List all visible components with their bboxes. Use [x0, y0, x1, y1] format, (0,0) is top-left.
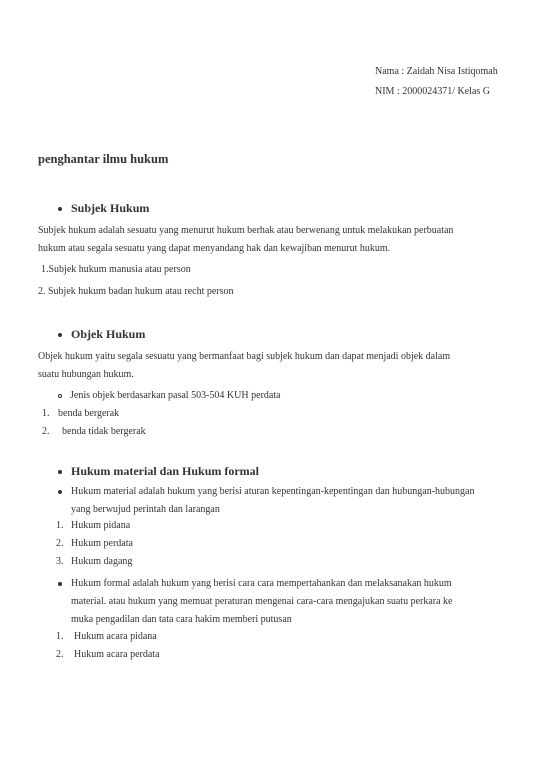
material-bullet-2-line2: material. atau hukum yang memuat peraturan mengenai cara-cara mengajukan suatu perkara ke — [71, 596, 453, 607]
bullet-icon — [58, 490, 62, 494]
objek-item-1-num: 1. — [42, 408, 50, 419]
bullet-icon — [58, 333, 62, 337]
subjek-paragraph-line1: Subjek hukum adalah sesuatu yang menurut hukum berhak atau berwenang untuk melakukan perbuatan — [38, 225, 454, 236]
student-name: Nama : Zaidah Nisa Istiqomah — [375, 66, 498, 77]
objek-paragraph-line1: Objek hukum yaitu segala sesuatu yang bermanfaat bagi subjek hukum dan dapat menjadi objek dalam — [38, 351, 451, 362]
material-bullet-1 — [58, 483, 475, 501]
bullet-icon — [58, 582, 62, 586]
objek-paragraph-line2: suatu hubungan hukum. — [38, 369, 134, 380]
material-bullet-2-line1: Hukum formal adalah hukum yang berisi cara cara mempertahankan dan melaksanakan hukum — [71, 578, 452, 589]
list-item: Hukum acara perdata — [74, 649, 160, 660]
heading-material — [58, 464, 259, 479]
objek-item-2-num: 2. — [42, 426, 50, 437]
list-item: Hukum dagang — [71, 556, 133, 567]
student-nim: NIM : 2000024371/ Kelas G — [375, 86, 490, 97]
subjek-item-1: 1.Subjek hukum manusia atau person — [41, 264, 191, 275]
material-bullet-1-line1: Hukum material adalah hukum yang berisi aturan kepentingan-kepentingan dan hubungan-hubungan — [71, 486, 475, 497]
objek-sub-bullet-text: Jenis objek berdasarkan pasal 503-504 KUH perdata — [70, 390, 281, 401]
heading-subjek-text: Subjek Hukum — [71, 201, 150, 215]
material-bullet-2-line3: muka pengadilan dan tata cara hakim memberi putusan — [71, 614, 292, 625]
list-item-number: 1. — [56, 631, 64, 642]
bullet-icon — [58, 470, 62, 474]
objek-sub-bullet — [58, 387, 281, 405]
document-title: penghantar ilmu hukum — [38, 152, 169, 166]
heading-objek-text: Objek Hukum — [71, 327, 146, 341]
list-item: Hukum pidana — [71, 520, 131, 531]
material-bullet-1-line2: yang berwujud perintah dan larangan — [71, 504, 220, 515]
circle-bullet-icon — [58, 394, 62, 398]
heading-material-text: Hukum material dan Hukum formal — [71, 464, 260, 478]
list-item: Hukum perdata — [71, 538, 133, 549]
objek-item-1: benda bergerak — [58, 408, 120, 419]
material-bullet-2 — [58, 575, 452, 593]
list-item: Hukum acara pidana — [74, 631, 157, 642]
bullet-icon — [58, 207, 62, 211]
heading-subjek — [58, 201, 149, 216]
heading-objek — [58, 327, 145, 342]
list-item-number: 1. — [56, 520, 64, 531]
objek-item-2: benda tidak bergerak — [62, 426, 146, 437]
list-item-number: 3. — [56, 556, 64, 567]
list-item-number: 2. — [56, 649, 64, 660]
list-item-number: 2. — [56, 538, 64, 549]
subjek-paragraph-line2: hukum atau segala sesuatu yang dapat menyandang hak dan kewajiban menurut hukum. — [38, 243, 391, 254]
subjek-item-2: 2. Subjek hukum badan hukum atau recht person — [38, 286, 234, 297]
